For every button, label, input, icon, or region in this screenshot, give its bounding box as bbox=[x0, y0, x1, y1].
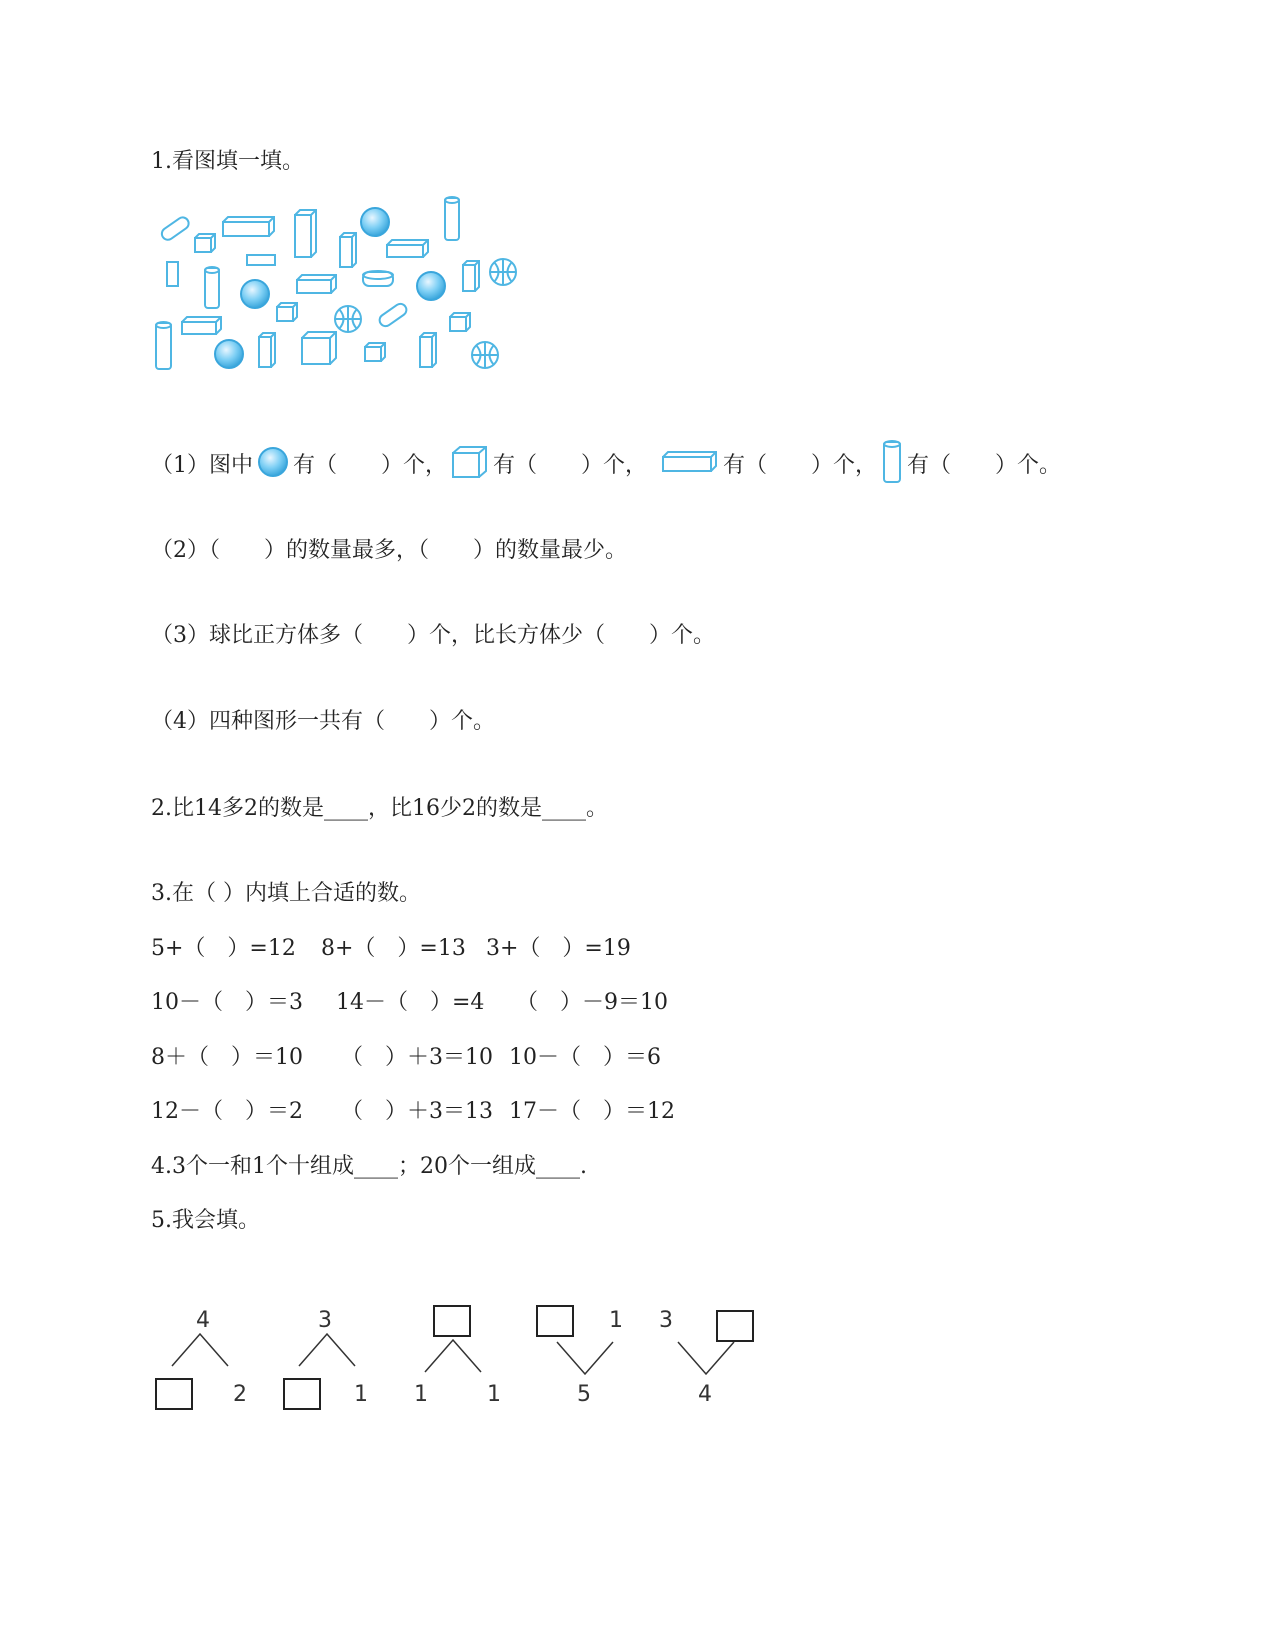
answer-box[interactable] bbox=[536, 1305, 574, 1337]
tree-right-number: 2 bbox=[233, 1382, 247, 1407]
cuboid-icon bbox=[387, 240, 428, 257]
equation-row bbox=[151, 989, 668, 1017]
cuboid-icon bbox=[223, 217, 274, 236]
tree-branches bbox=[555, 1340, 615, 1376]
cylinder-icon bbox=[363, 271, 393, 286]
cylinder-icon bbox=[156, 322, 171, 369]
cylinder-icon bbox=[881, 440, 903, 492]
cuboid-icon bbox=[661, 450, 719, 482]
cylinder-icon bbox=[160, 215, 191, 242]
cuboid-icon bbox=[420, 333, 436, 367]
cuboid-icon bbox=[167, 262, 178, 286]
q1-sub2: （2）（ ）的数量最多，（ ）的数量最少。 bbox=[151, 538, 627, 563]
q1-sub4: （4）四种图形一共有（ ）个。 bbox=[151, 709, 495, 734]
ball-icon bbox=[472, 342, 498, 368]
cube-icon bbox=[450, 313, 470, 331]
tree-top-number: 3 bbox=[318, 1308, 332, 1333]
equation: 8＋（ ）＝10 bbox=[151, 1045, 303, 1070]
equation: 17－（ ）＝12 bbox=[509, 1099, 675, 1124]
tree-right-number: 1 bbox=[609, 1308, 623, 1333]
cube-icon bbox=[302, 332, 336, 364]
cylinder-icon bbox=[445, 197, 459, 240]
q1-sub1-cuboid-text: 有（ ）个， bbox=[723, 453, 878, 478]
q3-heading: 3.在（ ）内填上合适的数。 bbox=[151, 881, 421, 906]
equation: 10－（ ）＝6 bbox=[509, 1045, 661, 1070]
equation: 14－（ ）=4 bbox=[336, 990, 485, 1015]
tree-branches bbox=[297, 1332, 357, 1368]
equation-row bbox=[151, 935, 631, 963]
q2-text: 2.比14多2的数是____，比16少2的数是____。 bbox=[151, 796, 608, 821]
q1-sub1-cylinder-text: 有（ ）个。 bbox=[907, 453, 1062, 478]
sphere-icon bbox=[361, 208, 389, 236]
tree-branches bbox=[423, 1338, 483, 1374]
cuboid-icon bbox=[340, 233, 356, 267]
equation: 10－（ ）＝3 bbox=[151, 990, 303, 1015]
shapes-illustration bbox=[155, 195, 535, 385]
cuboid-icon bbox=[295, 210, 316, 257]
cube-icon bbox=[365, 343, 385, 361]
cube-icon bbox=[451, 445, 489, 487]
q1-sub1-prefix: （1）图中 bbox=[151, 453, 253, 478]
tree-branches bbox=[170, 1332, 230, 1368]
cuboid-icon bbox=[182, 317, 221, 334]
equation: 3+（ ）=19 bbox=[486, 936, 631, 961]
tree-right-number: 1 bbox=[487, 1382, 501, 1407]
equation: （ ）－9＝10 bbox=[516, 990, 668, 1015]
cuboid-icon bbox=[247, 255, 275, 265]
q1-sub1-cube-text: 有（ ）个， bbox=[493, 453, 648, 478]
answer-box[interactable] bbox=[155, 1378, 193, 1410]
cube-icon bbox=[277, 303, 297, 321]
cylinder-icon bbox=[377, 301, 408, 328]
tree-branches bbox=[676, 1340, 736, 1376]
equation: 5+（ ）=12 bbox=[151, 936, 296, 961]
q5-heading: 5.我会填。 bbox=[151, 1208, 260, 1233]
cuboid-icon bbox=[463, 261, 479, 291]
tree-left-number: 3 bbox=[659, 1308, 673, 1333]
cuboid-icon bbox=[297, 275, 336, 293]
q1-sub1 bbox=[151, 440, 1061, 492]
q4-text: 4.3个一和1个十组成____；20个一组成____. bbox=[151, 1154, 587, 1179]
equation-row bbox=[151, 1098, 675, 1126]
tree-left-number: 1 bbox=[414, 1382, 428, 1407]
sphere-icon bbox=[417, 272, 445, 300]
answer-box[interactable] bbox=[716, 1310, 754, 1342]
ball-icon bbox=[490, 259, 516, 285]
sphere-icon bbox=[241, 280, 269, 308]
answer-box[interactable] bbox=[283, 1378, 321, 1410]
tree-bottom-number: 5 bbox=[577, 1382, 591, 1407]
sphere-icon bbox=[257, 446, 289, 486]
equation: （ ）＋3＝10 bbox=[341, 1045, 493, 1070]
equation-row bbox=[151, 1044, 661, 1072]
q1-sub3: （3）球比正方体多（ ）个，比长方体少（ ）个。 bbox=[151, 623, 715, 648]
ball-icon bbox=[335, 306, 361, 332]
cylinder-icon bbox=[205, 267, 219, 308]
equation: （ ）＋3＝13 bbox=[341, 1099, 493, 1124]
q1-heading: 1.看图填一填。 bbox=[151, 149, 304, 174]
tree-bottom-number: 4 bbox=[698, 1382, 712, 1407]
cuboid-icon bbox=[259, 333, 275, 367]
tree-top-number: 4 bbox=[196, 1308, 210, 1333]
tree-right-number: 1 bbox=[354, 1382, 368, 1407]
sphere-icon bbox=[215, 340, 243, 368]
equation: 8+（ ）=13 bbox=[321, 936, 466, 961]
answer-box[interactable] bbox=[433, 1305, 471, 1337]
equation: 12－（ ）＝2 bbox=[151, 1099, 303, 1124]
cube-icon bbox=[195, 234, 215, 252]
q1-sub1-sphere-text: 有（ ）个， bbox=[293, 453, 448, 478]
